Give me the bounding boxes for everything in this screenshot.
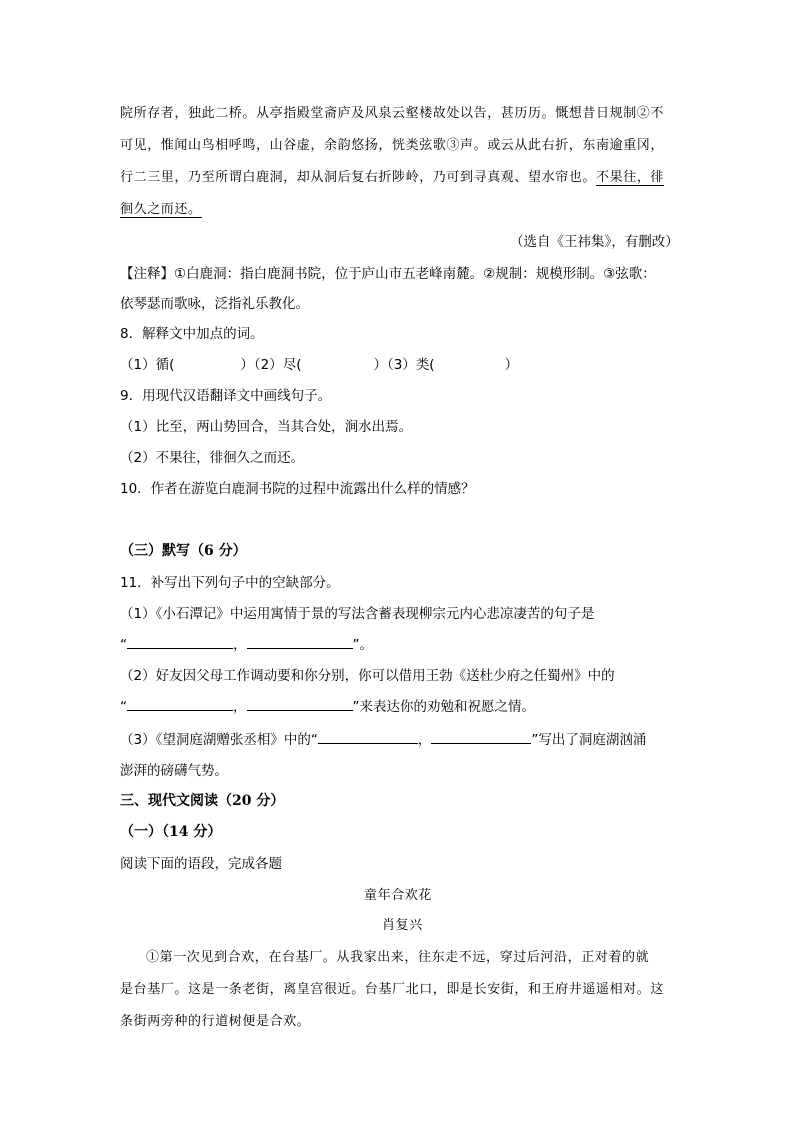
question-8-stem: 8．解释文中加点的词。 xyxy=(120,326,264,342)
question-11-2-blanks xyxy=(120,695,535,715)
notes-line-1: 【注释】①白鹿洞：指白鹿洞书院，位于庐山市五老峰南麓。②规制：规模形制。③弦歌： xyxy=(120,266,656,282)
question-11-2-text: （2）好友因父母工作调动要和你分别，你可以借用王勃《送杜少府之任蜀州》中的 xyxy=(120,668,615,684)
answer-blank[interactable] xyxy=(247,636,353,649)
question-11-1-text: （1）《小石潭记》中运用寓情于景的写法含蓄表现柳宗元内心悲凉凄苦的句子是 xyxy=(120,606,595,622)
answer-blank[interactable] xyxy=(431,731,531,744)
comma: ， xyxy=(233,699,247,715)
passage-line-4 xyxy=(120,198,202,217)
question-11-stem: 11．补写出下列句子中的空缺部分。 xyxy=(120,575,340,591)
question-9-item-1: （1）比至，两山势回合，当其合处，涧水出焉。 xyxy=(120,419,413,435)
comma: ， xyxy=(417,732,432,748)
section-3-heading: （三）默写（6 分） xyxy=(120,543,247,559)
underlined-sentence-end: 徊久之而还。 xyxy=(120,202,202,217)
q8-close: ） xyxy=(504,357,519,373)
underlined-sentence-start: 不果往，徘 xyxy=(596,170,665,185)
question-10-stem: 10．作者在游览白鹿洞书院的过程中流露出什么样的情感？ xyxy=(120,481,475,497)
close-quote: ”。 xyxy=(352,637,373,653)
close-quote: ”来表达你的劝勉和祝愿之情。 xyxy=(352,699,535,715)
passage-line-3 xyxy=(120,166,664,185)
passage-line-3-text: 行二三里，乃至所谓白鹿洞，却从洞后复右折陟岭，乃可到寻真观、望水帘也。 xyxy=(120,170,597,185)
open-quote: “ xyxy=(120,637,127,653)
q11-3-suffix: ”写出了洞庭湖汹涌 xyxy=(531,732,647,748)
article-title: 童年合欢花 xyxy=(364,888,433,903)
question-11-3-text xyxy=(120,728,646,748)
article-para-1-line-1: ①第一次见到合欢，在台基厂。从我家出来，往东走不远，穿过后河沿，正对着的就 xyxy=(146,950,650,965)
question-8-items xyxy=(120,353,518,373)
q8-item-1: （1）循( xyxy=(120,357,175,373)
comma: ， xyxy=(233,637,247,653)
answer-blank[interactable] xyxy=(247,698,353,711)
source-citation: （选自《王祎集》，有删改） xyxy=(510,234,679,250)
question-11-1-blanks xyxy=(120,633,373,653)
passage-line-1: 院所存者，独此二桥。从亭指殿堂斋庐及风泉云壑楼故处以告，甚历历。慨想昔日规制②不 xyxy=(120,106,665,121)
passage-line-2: 可见，惟闻山鸟相呼鸣，山谷虚，余韵悠扬，恍类弦歌③声。或云从此右折，东南逾重冈， xyxy=(120,138,665,153)
question-9-item-2: （2）不果往，徘徊久之而还。 xyxy=(120,450,305,466)
article-para-1-line-2: 是台基厂。这是一条老街，离皇宫很近。台基厂北口，即是长安街，和王府井遥遥相对。这 xyxy=(120,982,665,997)
article-para-1-line-3: 条街两旁种的行道树便是合欢。 xyxy=(120,1014,311,1029)
answer-blank[interactable] xyxy=(127,698,233,711)
q8-item-2: ）（2）尽( xyxy=(240,357,302,373)
part-3-subheading: （一）（14 分） xyxy=(120,824,222,840)
question-11-3-text-2: 澎湃的磅礴气势。 xyxy=(120,763,228,779)
reading-instruction: 阅读下面的语段，完成各题 xyxy=(120,856,282,872)
part-3-heading: 三、现代文阅读（20 分） xyxy=(120,793,285,809)
open-quote: “ xyxy=(120,699,127,715)
question-9-stem: 9．用现代汉语翻译文中画线句子。 xyxy=(120,388,332,404)
q8-item-3: ）（3）类( xyxy=(373,357,435,373)
answer-blank[interactable] xyxy=(127,636,233,649)
article-author: 肖复兴 xyxy=(382,918,423,933)
answer-blank[interactable] xyxy=(318,731,418,744)
notes-line-2: 依琴瑟而歌咏，泛指礼乐教化。 xyxy=(120,296,309,312)
q11-3-prefix: （3）《望洞庭湖赠张丞相》中的“ xyxy=(120,732,318,748)
